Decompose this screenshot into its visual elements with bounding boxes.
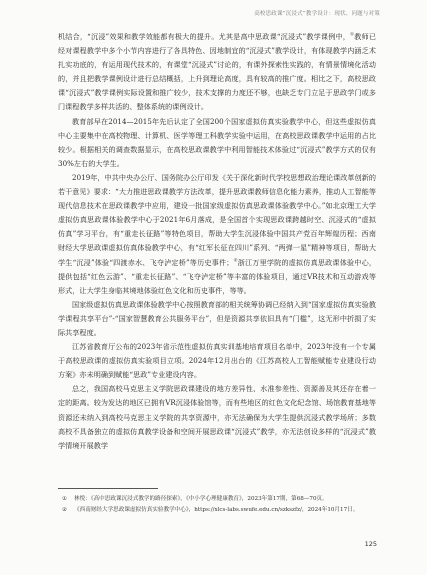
paragraph-4: 国家级虚拟仿真思政课体验教学中心按照教育部的相关统筹协调已经纳入到“国家虚拟仿真实验教学课程共享平台”-“国家智慧教育公共服务平台”，但是资源共享依旧具有“门槛”，这无形中折损了实际共享程度。: [58, 299, 376, 337]
paragraph-1: [58, 30, 376, 115]
footnotes: [58, 494, 378, 516]
footnote-ref-2[interactable]: ②: [233, 258, 238, 264]
footnote-mark: ①: [62, 496, 68, 502]
paragraph-5: 江苏省教育厅公布的2023年省示范性虚拟仿真实训基地培育项目名单中，2023年没有一个专属于高校思政课的虚拟仿真实验项目立项。2024年12月出台的《江苏高校人工智能赋能专业建设行动方案》亦未明确到赋能“思政”专业建设内容。: [58, 342, 376, 380]
footnote-text: 《西南财经大学思政课虚拟仿真实验教学中心》，https://xlcs-labs.swufe.edu.cn/szkszfz/，2024年10月17日。: [74, 507, 359, 513]
footnote-ref-1[interactable]: ①: [350, 32, 355, 38]
footnote-1: [58, 494, 378, 505]
paragraph-text: 机结合，“沉浸”效果和教学效能都有极大的提升。尤其是高中思政课“沉浸式”教学课例中，: [58, 32, 351, 41]
page-number: 125: [364, 540, 377, 548]
paragraph-3: [58, 171, 376, 298]
paragraph-text: 2019年，中共中央办公厅、国务院办公厅印发《关于深化新时代学校思想政治理论课改革创新的若干意见》要求：“大力推进思政课教学方法改革，提升思政课教师信息化能力素养，推动人工智能等现代信息技术在思政课教学中应用，建设一批国家级虚拟仿真思政课体验教学中心。”如北京理工大学虚拟仿真思政课体验教学中心于2021年6月落成，是全国首个实现思政课跨越时空、沉浸式的“虚拟仿真”学习平台，有“重走长征路”等特色项目，帮助大学生沉浸体验中国共产党百年辉煌历程；西南财经大学思政课虚拟仿真体验教学中心，有“红军长征在四川”系列、“两弹一星”精神等项目，帮助大学生“沉浸”体验“四渡赤水、飞夺泸定桥”等历史事件；: [58, 172, 376, 267]
paragraph-6: 总之，我国高校马克思主义学院思政课建设的地方差异性、水准参差性、资源善及其还存在着一定的距离。较为发达的地区已拥有VR沉浸体验馆等，而有些地区的红色文化纪念馆、场馆教育基地等资源还未纳入到高校马克思主义学院的共享资源中，亦无法确保为大学生提供沉浸式教学场所；多数高校不具备独立的虚拟仿真教学设备和空间开展思政课“沉浸式”教学，亦无法创设多样的“沉浸式”教学情境开展教学: [58, 384, 376, 450]
footnote-divider: [58, 488, 158, 489]
running-head: 高校思政课“沉浸式”教学设计：现状、问题与对策: [254, 11, 380, 17]
body-text: [58, 30, 376, 453]
footnote-mark: ②: [62, 507, 68, 513]
paragraph-text-continued: 教师已经对课程教学中多个小节内容进行了各具特色、因地制宜的“沉浸式”教学设计，有体现教学内涵乏术扎实功底的，有运用现代技术的，有课堂“沉浸式”讨论的，有课外探索性实践的，有情景情境化活动的，并且把教学课例设计进行总结概括，上升到理论高度，具有较高的推广度。相比之下，高校思政课“沉浸式”教学课例实际设置和推广较少，技术支撑的力度还不够，也缺乏专门立足于思政学门或多门课程教学多样共活的、整体系统的课例设计。: [58, 32, 376, 112]
footnote-2: [58, 505, 378, 516]
footnote-text: 林悦：《高中思政课沉浸式教学的路径探索》，《中小学心理健康教育》，2023年第17期，第68—70页。: [74, 496, 328, 502]
paragraph-text-continued: 浙江万里学院的虚拟仿真思政课体验中心，提供包括“红色云游”、“重走长征路”、“飞夺泸定桥”等丰富的体验项目，通过VR技术和互动游戏等形式，让大学生身临其境地体验红色文化和历史事件，等等。: [58, 257, 376, 295]
paragraph-2: 教育部早在2014—2015年先后认定了全国200个国家虚拟仿真实验教学中心，但这些虚拟仿真中心主要集中在高校物理、计算机、医学等理工科教学实验中运用，在高校思政课教学中运用的占比较少。根据相关的调查数据显示，在高校思政课教学中利用智能技术体验过“沉浸式”教学方式的仅有30%左右的大学生。: [58, 116, 376, 168]
